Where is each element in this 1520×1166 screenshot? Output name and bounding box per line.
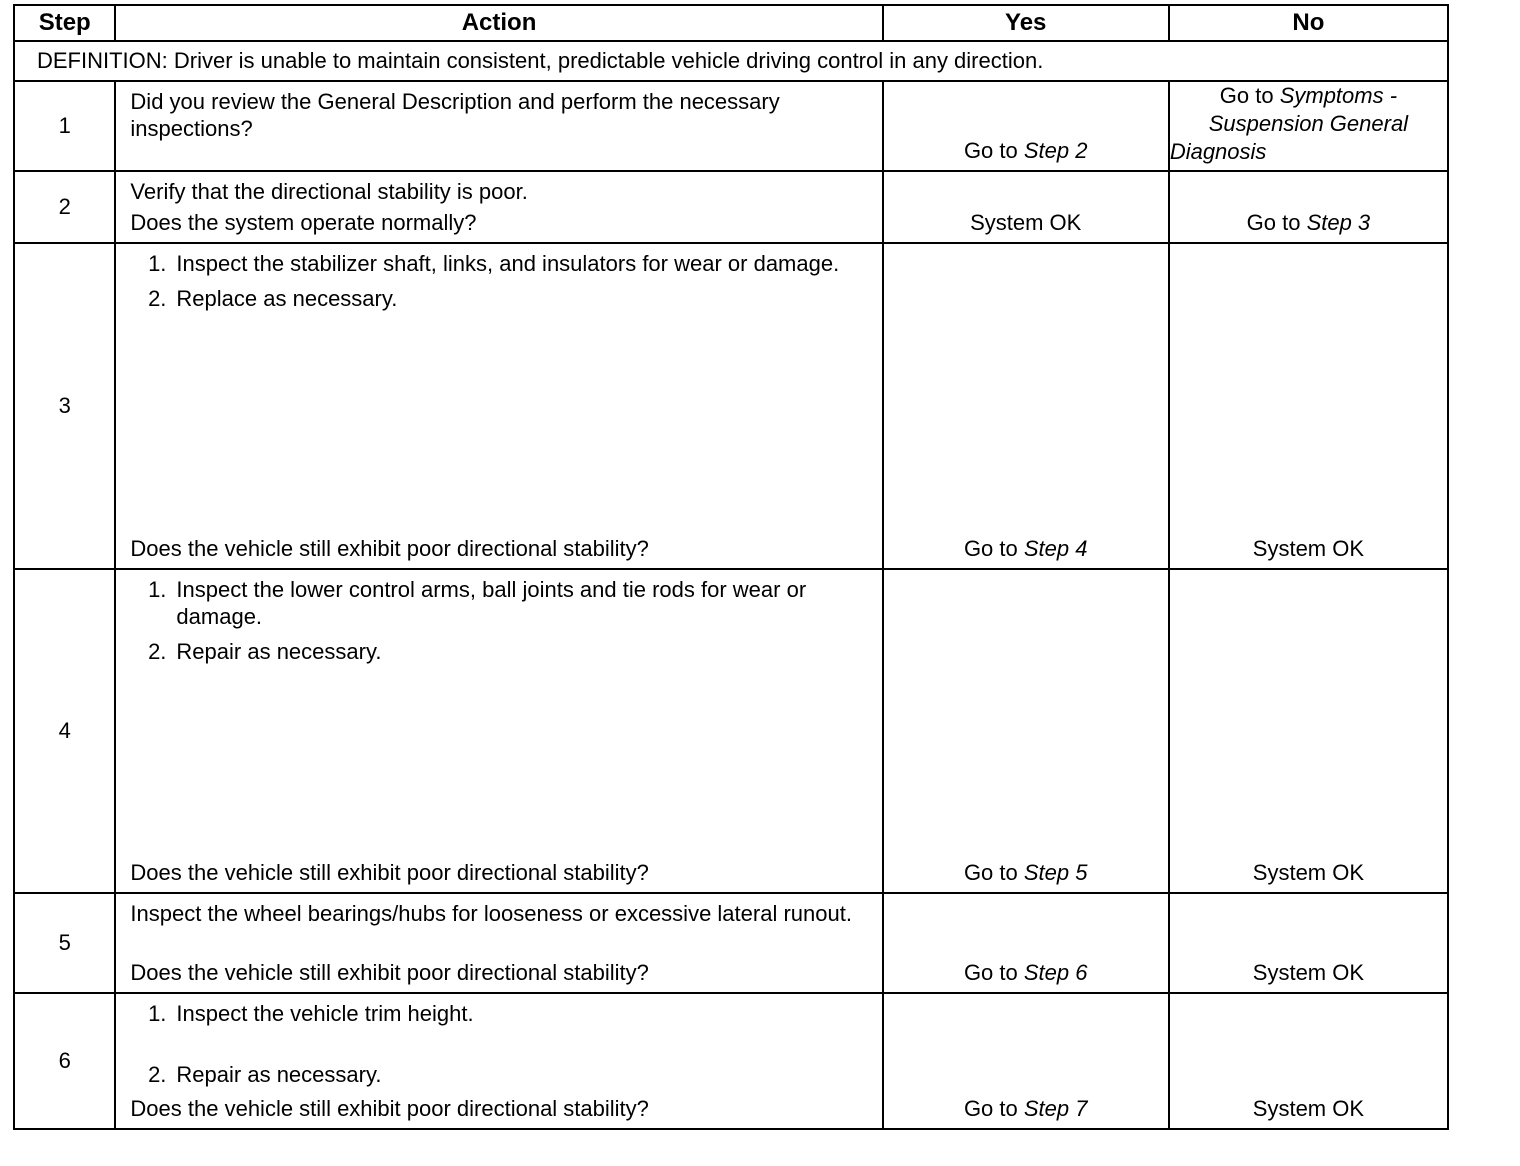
yes-cell bbox=[883, 993, 1169, 1129]
question-text: Does the vehicle still exhibit poor directional stability? bbox=[130, 1096, 649, 1121]
action-text: Did you review the General Description and perform the necessary inspections? bbox=[130, 89, 780, 141]
step-number: 6 bbox=[14, 993, 115, 1129]
yes-cell bbox=[883, 893, 1169, 993]
header-action: Action bbox=[115, 5, 882, 41]
yes-link[interactable]: Go to Step 2 bbox=[963, 138, 1088, 163]
no-result: System OK bbox=[1252, 860, 1365, 885]
no-cell bbox=[1169, 81, 1448, 171]
no-result: System OK bbox=[1252, 1096, 1365, 1121]
step-number: 4 bbox=[14, 569, 115, 893]
yes-link[interactable]: Go to Step 5 bbox=[963, 860, 1088, 885]
action-cell bbox=[115, 993, 882, 1129]
header-row bbox=[14, 5, 1448, 41]
action-cell bbox=[115, 171, 882, 243]
table-row bbox=[14, 171, 1448, 243]
list-item: 2. Repair as necessary. bbox=[148, 1062, 382, 1087]
yes-cell bbox=[883, 171, 1169, 243]
no-link[interactable]: Go to Symptoms - Suspension General Diagnosis bbox=[1169, 83, 1409, 164]
yes-cell bbox=[883, 243, 1169, 569]
no-result: System OK bbox=[1252, 536, 1365, 561]
no-cell bbox=[1169, 569, 1448, 893]
table-row bbox=[14, 81, 1448, 171]
no-result: System OK bbox=[1252, 960, 1365, 985]
no-cell bbox=[1169, 171, 1448, 243]
action-cell bbox=[115, 893, 882, 993]
question-text: Does the vehicle still exhibit poor directional stability? bbox=[130, 960, 649, 985]
table-row bbox=[14, 993, 1448, 1129]
header-no: No bbox=[1169, 5, 1448, 41]
header-step: Step bbox=[14, 5, 115, 41]
action-text: Inspect the wheel bearings/hubs for looseness or excessive lateral runout. bbox=[130, 901, 852, 926]
step-number: 1 bbox=[14, 81, 115, 171]
action-cell bbox=[115, 569, 882, 893]
step-number: 5 bbox=[14, 893, 115, 993]
table-row bbox=[14, 243, 1448, 569]
definition-text: DEFINITION: Driver is unable to maintain consistent, predictable vehicle driving control in any direction. bbox=[14, 41, 1448, 81]
question-text: Does the vehicle still exhibit poor directional stability? bbox=[130, 860, 649, 885]
question-text: Does the vehicle still exhibit poor directional stability? bbox=[130, 536, 649, 561]
definition-row bbox=[14, 41, 1448, 81]
action-cell bbox=[115, 243, 882, 569]
diagnostic-table bbox=[13, 4, 1449, 1130]
list-item: 1. Inspect the stabilizer shaft, links, and insulators for wear or damage. bbox=[148, 251, 840, 276]
yes-result: System OK bbox=[970, 210, 1082, 235]
action-cell bbox=[115, 81, 882, 171]
table-row bbox=[14, 893, 1448, 993]
list-item: 1. Inspect the vehicle trim height. bbox=[148, 1001, 474, 1026]
no-cell bbox=[1169, 893, 1448, 993]
list-item: 2. Repair as necessary. bbox=[148, 639, 382, 664]
yes-link[interactable]: Go to Step 7 bbox=[963, 1096, 1088, 1121]
yes-link[interactable]: Go to Step 4 bbox=[963, 536, 1088, 561]
yes-cell bbox=[883, 569, 1169, 893]
list-item: 2. Replace as necessary. bbox=[148, 286, 398, 311]
yes-cell bbox=[883, 81, 1169, 171]
table-row bbox=[14, 569, 1448, 893]
question-text: Does the system operate normally? bbox=[130, 210, 477, 235]
action-text: Verify that the directional stability is poor. bbox=[130, 179, 528, 204]
step-number: 2 bbox=[14, 171, 115, 243]
yes-link[interactable]: Go to Step 6 bbox=[963, 960, 1088, 985]
no-link[interactable]: Go to Step 3 bbox=[1246, 210, 1371, 235]
no-cell bbox=[1169, 243, 1448, 569]
list-item: 1. Inspect the lower control arms, ball joints and tie rods for wear or damage. bbox=[148, 577, 807, 629]
no-cell bbox=[1169, 993, 1448, 1129]
step-number: 3 bbox=[14, 243, 115, 569]
header-yes: Yes bbox=[883, 5, 1169, 41]
